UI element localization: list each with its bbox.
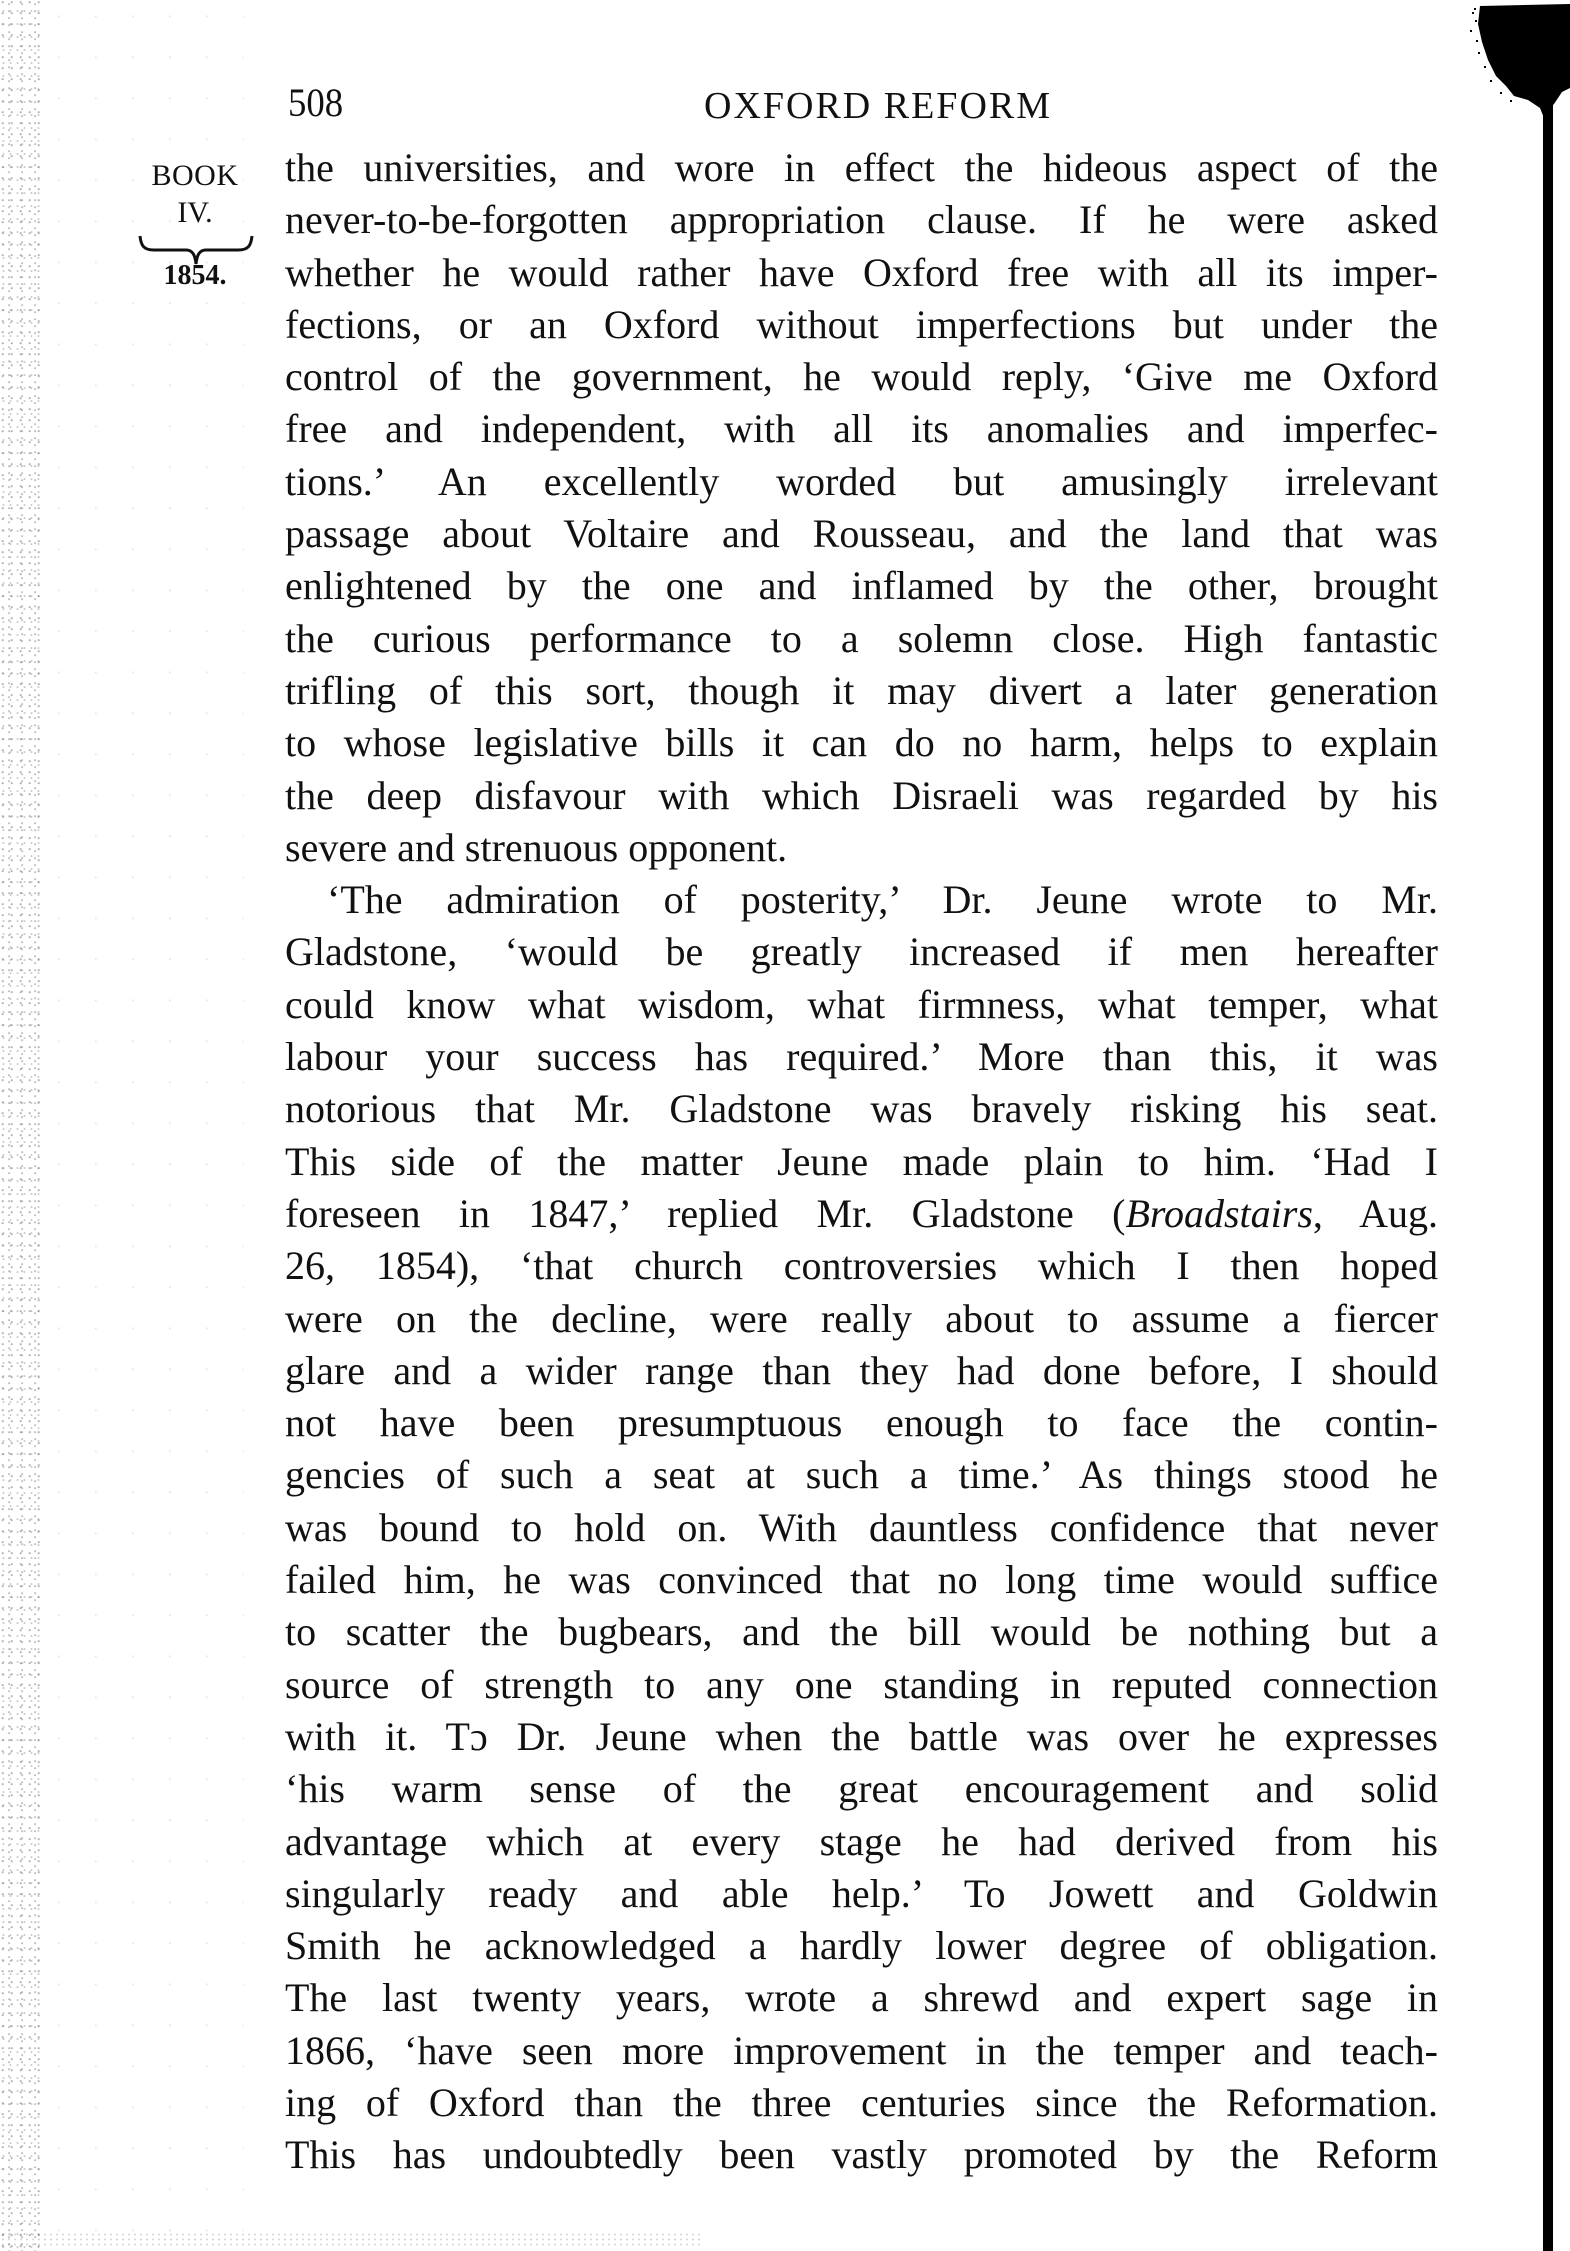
text-line: singularly ready and able help.’ To Jowett and Goldwin — [285, 1870, 1438, 1916]
text-line: labour your success has required.’ More than this, it was — [285, 1034, 1438, 1080]
text-line: was bound to hold on. With dauntless confidence that never — [285, 1504, 1438, 1550]
text-line: could know what wisdom, what firmness, what temper, what — [285, 981, 1438, 1027]
text-line: severe and strenuous opponent. — [285, 824, 788, 870]
scan-noise-left — [0, 0, 44, 2251]
text-line: notorious that Mr. Gladstone was bravely risking his seat. — [285, 1086, 1438, 1132]
binding-edge-blob — [1466, 0, 1570, 120]
text-line: the deep disfavour with which Disraeli was regarded by his — [285, 772, 1438, 818]
text-line: to scatter the bugbears, and the bill would be nothing but a — [285, 1609, 1438, 1655]
text-line: Smith he acknowledged a hardly lower degree of obligation. — [285, 1923, 1438, 1969]
text-line: not have been presumptuous enough to face the contin- — [285, 1400, 1438, 1446]
text-line: were on the decline, were really about to assume a fiercer — [285, 1295, 1438, 1341]
text-line: passage about Voltaire and Rousseau, and the land that was — [285, 511, 1438, 557]
margin-note-book: BOOK — [151, 159, 239, 192]
body-text — [285, 142, 1438, 2182]
text-line: trifling of this sort, though it may divert a later generation — [285, 667, 1438, 713]
text-line: to whose legislative bills it can do no harm, helps to explain — [285, 720, 1438, 766]
text-line: advantage which at every stage he had derived from his — [285, 1818, 1438, 1864]
text-line: glare and a wider range than they had done before, I should — [285, 1347, 1438, 1393]
text-line: with it. Tɔ Dr. Jeune when the battle was over he expresses — [285, 1713, 1438, 1759]
text-line: The last twenty years, wrote a shrewd and expert sage in — [285, 1975, 1438, 2021]
text-line: source of strength to any one standing in reputed connection — [285, 1661, 1438, 1707]
binding-edge-line — [1543, 95, 1553, 2251]
text-line: gencies of such a seat at such a time.’ As things stood he — [285, 1452, 1438, 1498]
running-title: OXFORD REFORM — [704, 85, 1053, 127]
text-line: whether he would rather have Oxford free with all its imper- — [285, 249, 1438, 295]
margin-note-volume: IV. — [177, 196, 213, 229]
text-line: ‘his warm sense of the great encouragement and solid — [285, 1766, 1438, 1812]
text-line: the curious performance to a solemn close. High fantastic — [285, 615, 1438, 661]
text-line: 26, 1854), ‘that church controversies which I then hoped — [285, 1243, 1438, 1289]
text-line: fections, or an Oxford without imperfections but under the — [285, 301, 1438, 347]
text-line — [285, 1188, 1438, 1240]
margin-note-year: 1854. — [163, 260, 227, 291]
text-line: tions.’ An excellently worded but amusingly irrelevant — [285, 458, 1438, 504]
italic-place-name: Broadstairs — [1125, 1190, 1313, 1236]
text-line: free and independent, with all its anomalies and imperfec- — [285, 406, 1438, 452]
text-line: Gladstone, ‘would be greatly increased if men hereafter — [285, 929, 1438, 975]
scan-noise-bottom — [0, 2232, 700, 2246]
text-segment: , Aug. — [1312, 1190, 1438, 1236]
text-line: This has undoubtedly been vastly promoted by the Reform — [285, 2132, 1438, 2178]
text-line: control of the government, he would reply, ‘Give me Oxford — [285, 354, 1438, 400]
text-line: the universities, and wore in effect the hideous aspect of the — [285, 145, 1438, 190]
text-line: This side of the matter Jeune made plain to him. ‘Had I — [285, 1138, 1438, 1184]
page-number: 508 — [288, 80, 344, 125]
text-line: 1866, ‘have seen more improvement in the temper and teach- — [285, 2027, 1438, 2073]
scan-noise-margin — [44, 0, 244, 2251]
text-line: ‘The admiration of posterity,’ Dr. Jeune wrote to Mr. — [327, 877, 1438, 923]
text-line: ing of Oxford than the three centuries since the Reformation. — [285, 2079, 1438, 2125]
text-segment: foreseen in 1847,’ replied Mr. Gladstone ( — [285, 1190, 1126, 1236]
text-line: never-to-be-forgotten appropriation clause. If he were asked — [285, 197, 1438, 243]
text-line: enlightened by the one and inflamed by the other, brought — [285, 563, 1438, 609]
text-line: failed him, he was convinced that no long time would suffice — [285, 1557, 1438, 1603]
